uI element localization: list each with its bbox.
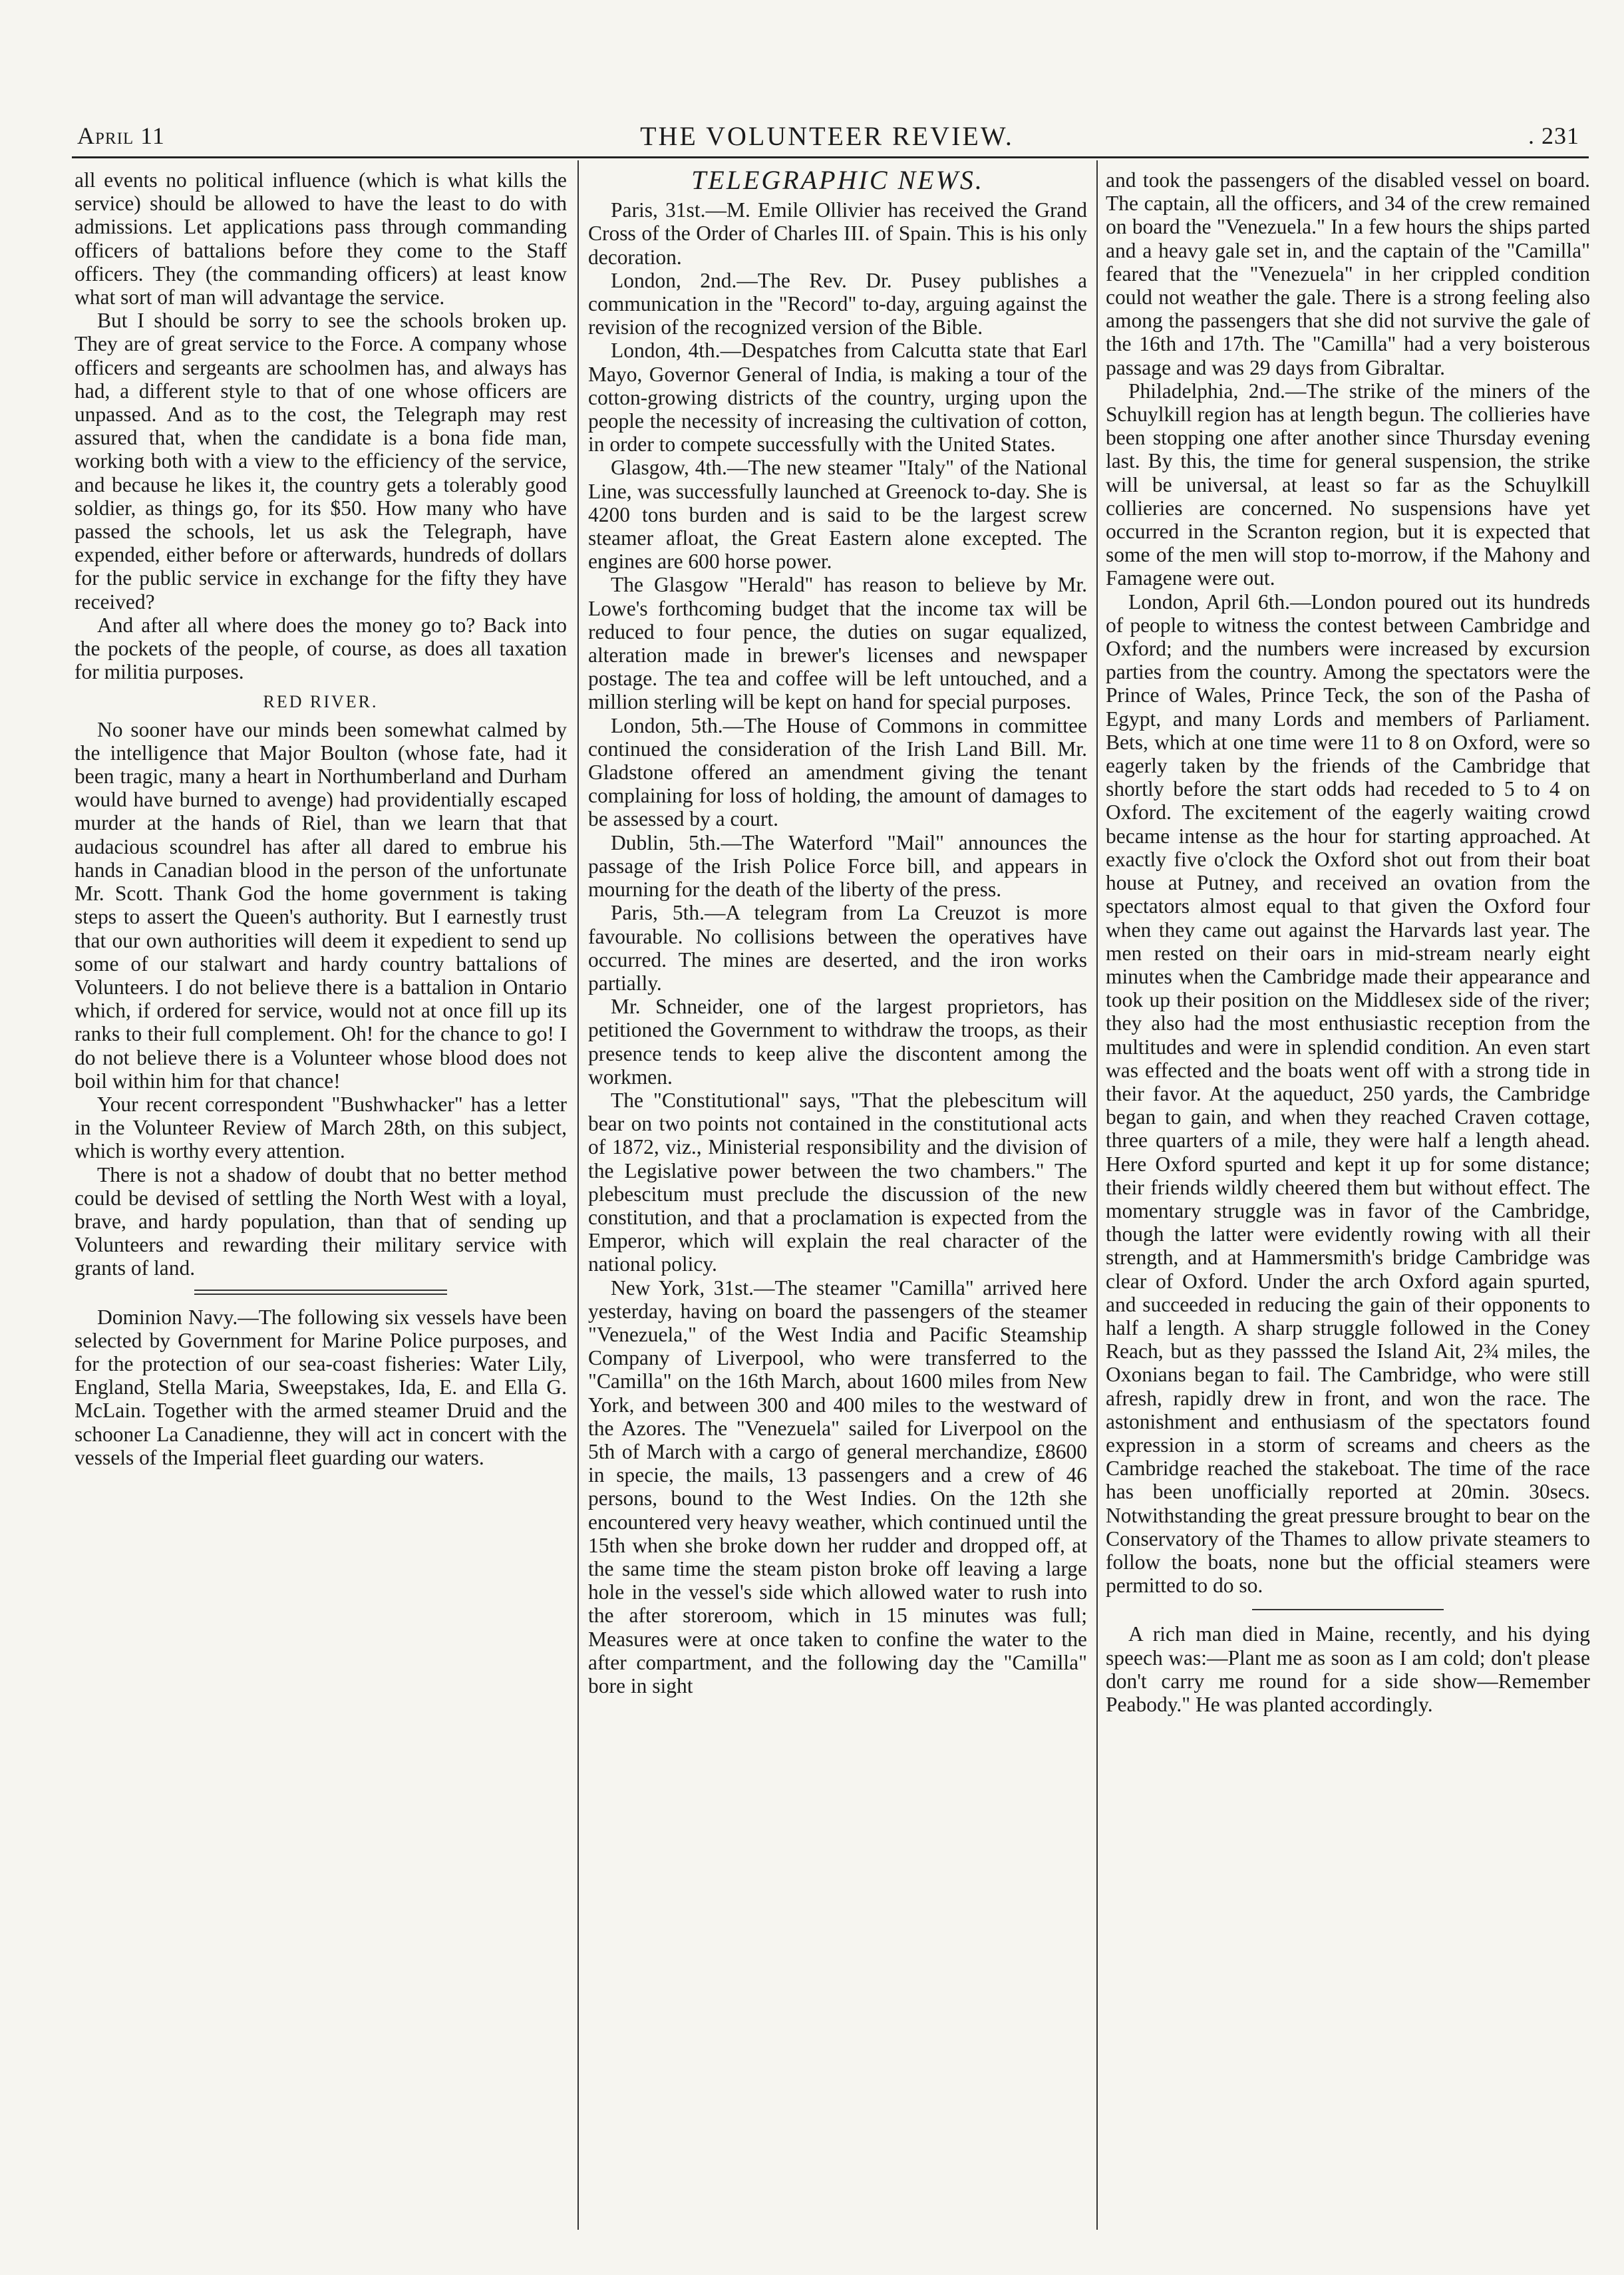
article-paragraph: But I should be sorry to see the schools broken up. They are of great service to the Force. A company whose officers and sergeants are schoolmen has, and always has had, a different style to that of one whose officers are unpassed. And as to the cost, the Telegraph may rest assured that, when the candidate is a bona fide man, working both with a view to the efficiency of the service, and because he likes it, the country gets a tolerably good soldier, as things go, for its $50. How many who have passed the schools, let us ask the Telegraph, have expended, either before or afterwards, hundreds of dollars for the public service in exchange for the fifty they have received? bbox=[75, 309, 567, 613]
section-separator bbox=[1252, 1609, 1444, 1610]
telegraphic-news-heading: TELEGRAPHIC NEWS. bbox=[691, 165, 984, 195]
news-item: London, 4th.—Despatches from Calcutta state that Earl Mayo, Governor General of India, is making a tour of the cotton-growing districts of the country, urging upon the people the necessity of increasing the cultivation of cotton, in order to compete successfully with the United States. bbox=[588, 339, 1087, 456]
news-item: Paris, 31st.—M. Emile Ollivier has received the Grand Cross of the Order of Charles III. of Spain. This is his only decoration. bbox=[588, 198, 1087, 269]
news-item: Mr. Schneider, one of the largest proprietors, has petitioned the Government to withdraw the troops, as their presence tends to keep alive the discontent among the workmen. bbox=[588, 995, 1087, 1089]
article-paragraph: Your recent correspondent "Bushwhacker" has a letter in the Volunteer Review of March 28th, on this subject, which is worthy every attention. bbox=[75, 1092, 567, 1163]
section-heading: RED RIVER. bbox=[263, 692, 379, 712]
page-number: . 231 bbox=[1528, 122, 1579, 149]
news-item: and took the passengers of the disabled vessel on board. The captain, all the officers, and 34 of the crew remained on board the "Venezuela." In a few hours the ships parted and a heavy gale set in, and the captain of the "Camilla" feared that the "Venezuela" in her crippled condition could not weather the gale. There is a strong feeling also among the passengers that she did not survive the gale of the 16th and 17th. The "Camilla" had a very boisterous passage and was 29 days from Gibraltar. bbox=[1106, 168, 1590, 379]
section-separator bbox=[194, 1290, 447, 1291]
masthead-title: THE VOLUNTEER REVIEW. bbox=[640, 121, 1014, 151]
column-1 bbox=[75, 168, 567, 1469]
news-item: The Glasgow "Herald" has reason to believe by Mr. Lowe's forthcoming budget that the income tax will be reduced to four pence, the duties on sugar equalized, alteration made in brewer's licenses and newspaper postage. The tea and coffee will be left untouched, and a million sterling will be kept on hand for special purposes. bbox=[588, 573, 1087, 714]
news-item: London, 2nd.—The Rev. Dr. Pusey publishes a communication in the "Record" to-day, arguing against the revision of the recognized version of the Bible. bbox=[588, 268, 1087, 339]
news-item: The "Constitutional" says, "That the plebescitum will bear on two points not contained in the constitutional acts of 1872, viz., Ministerial responsibility and the division of the Legislative power between the two chambers." The plebescitum must preclude the discussion of the new constitution, and that a proclamation is expected from the Emperor, which will explain the real character of the national policy. bbox=[588, 1088, 1087, 1276]
issue-date: April 11 bbox=[77, 122, 165, 149]
column-2 bbox=[588, 165, 1087, 1697]
news-item: London, April 6th.—London poured out its hundreds of people to witness the contest between Cambridge and Oxford; and the numbers were increased by excursion parties from the country. Among the spectators were the Prince of Wales, Prince Teck, the son of the Pasha of Egypt, and many Lords and members of Parliament. Bets, which at one time were 11 to 8 on Oxford, were so eagerly taken by the friends of the Cambridge that shortly before the start odds had receded to 5 to 4 on Oxford. The excitement of the eagerly waiting crowd became intense as the hour for starting approached. At exactly five o'clock the Oxford shot out from their boat house at Putney, and received an ovation from the spectators almost equal to that given the Oxford four when they came out against the Harvards last year. The men rested on their oars in mid-stream nearly eight minutes when the Cambridge made their appearance and took up their position on the Middlesex side of the river; they also had the most enthusiastic reception from the multitudes and were in splendid condition. An even start was effected and the boats went off with a strong tide in their favor. At the aqueduct, 250 yards, the Cambridge began to gain, and when they reached Craven cottage, three quarters of a mile, they were half a length ahead. Here Oxford spurted and kept it up for some distance; their friends wildly cheered them but without effect. The momentary struggle was in favor of the Cambridge, though the latter were evidently rowing with all their strength, and at Hammersmith's bridge Cambridge was clear of Oxford. Under the arch Oxford again spurted, and succeeded in reducing the gain of their opponents to half a length. A sharp struggle followed in the Coney Reach, but as they passsed the Island Ait, 2¾ miles, the Oxonians began to fail. The Cambridge, who were still afresh, rapidly drew in front, and won the race. The astonishment and enthusiasm of the spectators found expression in a storm of screams and cheers as the Cambridge reached the stakeboat. The time of the race has been unofficially reported at 20min. 30secs. Notwithstanding the great pressure brought to bear on the Conservatory of the Thames to allow private steamers to follow the boats, none but the official steamers were permitted to do so. bbox=[1106, 590, 1590, 1598]
article-paragraph: Dominion Navy.—The following six vessels have been selected by Government for Marine Police purposes, and for the protection of our sea-coast fisheries: Water Lily, England, Stella Maria, Sweepstakes, Ida, E. and Ella G. McLain. Together with the armed steamer Druid and the schooner La Canadienne, they will act in concert with the vessels of the Imperial fleet guarding our waters. bbox=[75, 1305, 567, 1469]
article-paragraph: No sooner have our minds been somewhat calmed by the intelligence that Major Boulton (whose fate, had it been tragic, many a heart in Northumberland and Durham would have burned to avenge) had providentially escaped murder at the hands of Riel, than we learn that that audacious scoundrel has after all dared to embrue his hands in Canadian blood in the person of the unfortunate Mr. Scott. Thank God the home government is taking steps to assert the Queen's authority. But I earnestly trust that our own authorities will deem it expedient to send up some of our stalwart and hardy country battalions of Volunteers. I do not believe there is a battalion in Ontario which, if ordered for service, would not at once fill up its ranks to their full complement. Oh! for the chance to go! I do not believe there is a Volunteer whose blood does not boil within him for that chance! bbox=[75, 717, 567, 1093]
news-item: Dublin, 5th.—The Waterford "Mail" announces the passage of the Irish Police Force bill, and appears in mourning for the death of the liberty of the press. bbox=[588, 830, 1087, 902]
article-paragraph: There is not a shadow of doubt that no better method could be devised of settling the North West with a loyal, brave, and hardy population, than that of sending up Volunteers and rewarding their military service with grants of land. bbox=[75, 1162, 567, 1280]
news-item: Philadelphia, 2nd.—The strike of the miners of the Schuylkill region has at length begun. The collieries have been stopping one after another since Thursday evening last. By this, the time for general suspension, the strike will be universal, at least so far as the Schuylkill collieries are concerned. No suspensions have yet occurred in the Scranton region, but it is expected that some of the men will stop to-morrow, if the Mahony and Famagene were out. bbox=[1106, 379, 1590, 590]
page-header bbox=[72, 116, 1582, 156]
news-item: A rich man died in Maine, recently, and his dying speech was:—Plant me as soon as I am cold; don't please don't carry me round for a side show—Remember Peabody." He was planted accordingly. bbox=[1106, 1622, 1590, 1716]
article-paragraph: And after all where does the money go to? Back into the pockets of the people, of course, as does all taxation for militia purposes. bbox=[75, 613, 567, 684]
news-item: London, 5th.—The House of Commons in committee continued the consideration of the Irish Land Bill. Mr. Gladstone offered an amendment giving the tenant complaining for loss of holding, the amount of damages to be assessed by a court. bbox=[588, 713, 1087, 831]
news-item: Glasgow, 4th.—The new steamer "Italy" of the National Line, was successfully launched at Greenock to-day. She is 4200 tons burden and is said to be the largest screw steamer afloat, the Great Eastern alone excepted. The engines are 600 horse power. bbox=[588, 456, 1087, 574]
article-paragraph: all events no political influence (which is what kills the service) should be allowed to have the least to do with admissions. Let applications pass through commanding officers of battalions before they come to the Staff officers. They (the commanding officers) at least know what sort of man will advantage the service. bbox=[75, 168, 567, 309]
column-divider bbox=[1096, 160, 1098, 2230]
section-separator bbox=[194, 1294, 447, 1295]
news-item: Paris, 5th.—A telegram from La Creuzot is more favourable. No collisions between the operatives have occurred. The mines are deserted, and the iron works partially. bbox=[588, 901, 1087, 995]
column-divider bbox=[577, 160, 579, 2230]
newspaper-page bbox=[72, 116, 1602, 2239]
header-rule bbox=[72, 156, 1589, 158]
news-item: New York, 31st.—The steamer "Camilla" arrived here yesterday, having on board the passengers of the steamer "Venezuela," of the West India and Pacific Steamship Company of Liverpool, who were transferred to the "Camilla" on the 16th March, about 1600 miles from New York, and between 300 and 400 miles to the westward of the Azores. The "Venezuela" sailed for Liverpool on the 5th of March with a cargo of general merchandize, £8600 in specie, the mails, 13 passengers and a crew of 46 persons, bound to the West Indies. On the 12th she encountered very heavy weather, which continued until the 15th when she broke down her rudder and dropped off, at the same time the steam piston broke off leaving a large hole in the vessel's side which allowed water to rush into the after storeroom, which in 15 minutes was full; Measures were at once taken to confine the water to the after compartment, and the following day the "Camilla" bore in sight bbox=[588, 1276, 1087, 1697]
column-3 bbox=[1106, 168, 1590, 1716]
